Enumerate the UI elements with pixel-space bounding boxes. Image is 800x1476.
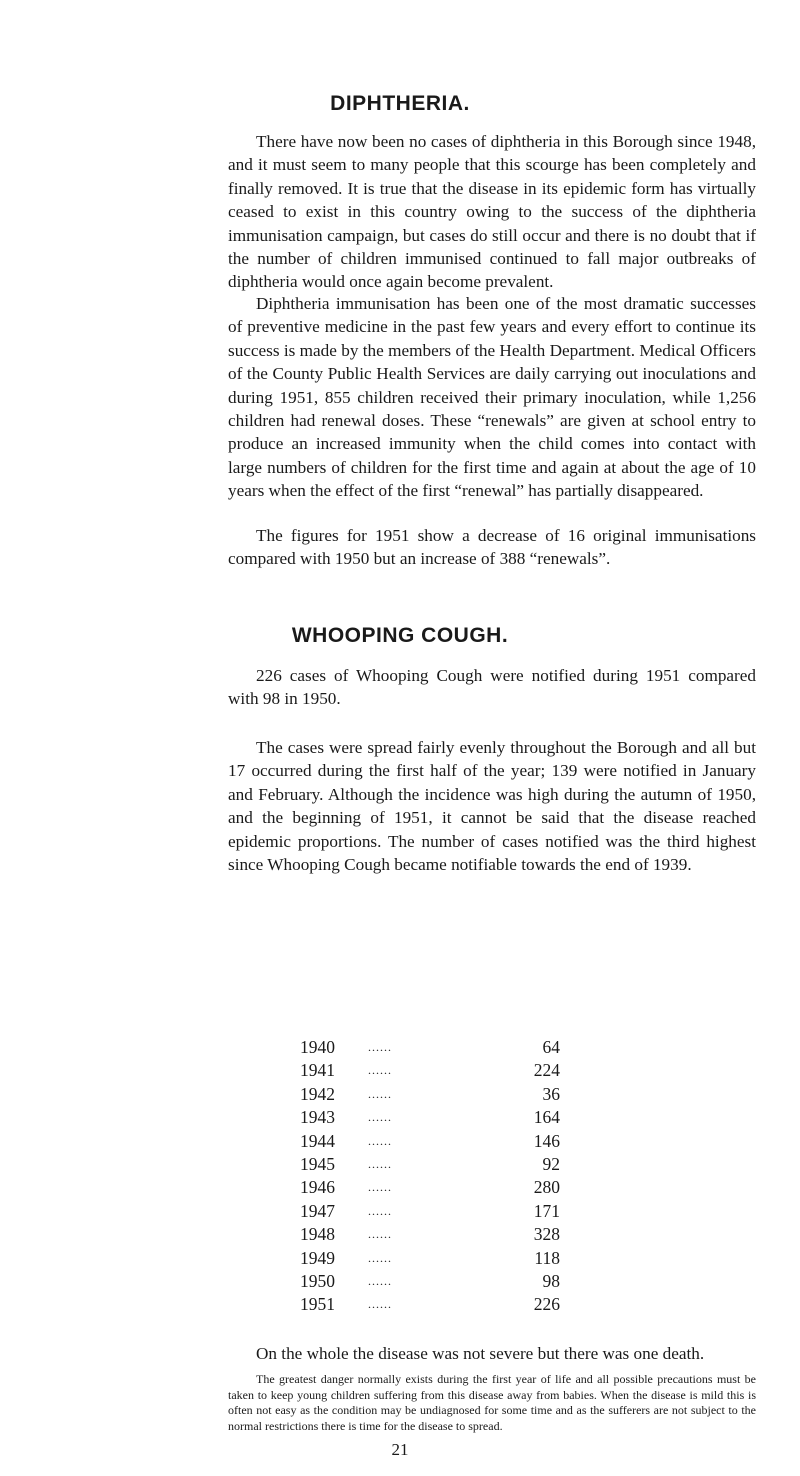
page-number: 21: [391, 1440, 409, 1459]
table-row: [300, 1036, 560, 1059]
table-row: [300, 1059, 560, 1082]
year-cell: 1946: [300, 1177, 335, 1198]
cases-cell: 64: [542, 1037, 560, 1057]
table-row: [300, 1106, 560, 1129]
dot-leader: ......: [368, 1110, 392, 1125]
dot-leader: ......: [368, 1133, 392, 1148]
dot-leader: ......: [368, 1180, 392, 1195]
table-row: [300, 1153, 560, 1176]
dot-leader: ......: [368, 1156, 392, 1171]
year-cell: 1951: [300, 1294, 335, 1315]
dot-leader: ......: [368, 1203, 392, 1218]
cases-cell: 164: [533, 1107, 560, 1128]
diphtheria-paragraph-2: Diphtheria immunisation has been one of the most dramatic successes of preventive medicine in the past few years and every effort to continue its success is made by the members of the Health Department. Medical Officers of the County Public Health Services are daily carrying out inoculations and during 1951, 855 children received their primary inoculation, while 1,256 children had renewal doses. These “renewals” are given at school entry to produce an increased immunity when the child comes into contact with large numbers of children for the first time and again at about the age of 10 years when the effect of the first “renewal” has partially disappeared.: [228, 294, 756, 501]
dot-leader: ......: [368, 1063, 392, 1078]
table-row: [300, 1270, 560, 1293]
cases-cell: 98: [542, 1270, 560, 1291]
table-row: [300, 1293, 560, 1316]
cases-cell: 171: [533, 1200, 560, 1221]
cases-cell: 36: [542, 1083, 560, 1104]
whooping-cough-heading: WHOOPING COUGH.: [291, 624, 509, 647]
cases-cell: 224: [533, 1060, 560, 1081]
table-row: [300, 1083, 560, 1106]
year-cell: 1948: [300, 1224, 335, 1245]
cases-cell: 146: [533, 1130, 560, 1151]
year-cell: 1947: [300, 1200, 335, 1221]
year-cell: 1942: [300, 1083, 335, 1104]
diphtheria-paragraph-3: The figures for 1951 show a decrease of 16 original immunisations compared with 1950 but an increase of 388 “renewals”.: [228, 526, 756, 569]
table-row: [300, 1130, 560, 1153]
year-cell: 1941: [300, 1060, 335, 1081]
dot-leader: ......: [368, 1297, 392, 1312]
whooping-cough-cases-table: [300, 1036, 560, 1317]
whooping-cough-paragraph-3: On the whole the disease was not severe but there was one death.: [256, 1344, 705, 1363]
year-cell: 1945: [300, 1153, 335, 1174]
table-row: [300, 1223, 560, 1246]
table-row: [300, 1176, 560, 1199]
table-row: [300, 1200, 560, 1223]
whooping-cough-paragraph-1: 226 cases of Whooping Cough were notified during 1951 compared with 98 in 1950.: [228, 666, 756, 709]
year-cell: 1944: [300, 1130, 335, 1151]
dot-leader: ......: [368, 1086, 392, 1101]
dot-leader: ......: [368, 1040, 392, 1054]
cases-cell: 280: [533, 1177, 560, 1198]
dot-leader: ......: [368, 1227, 392, 1242]
diphtheria-heading: DIPHTHERIA.: [330, 92, 470, 115]
dot-leader: ......: [368, 1250, 392, 1265]
cases-cell: 328: [533, 1224, 560, 1245]
year-cell: 1943: [300, 1107, 335, 1128]
whooping-cough-paragraph-4: The greatest danger normally exists during the first year of life and all possible precautions must be taken to keep young children suffering from this disease away from babies. When the disease is mild this is often not easy as the condition may be undiagnosed for some time and as the sufferers are not subject to the normal restrictions there is time for the disease to spread.: [228, 1372, 756, 1433]
table-row: [300, 1247, 560, 1270]
diphtheria-paragraph-1: There have now been no cases of diphtheria in this Borough since 1948, and it must seem to many people that this scourge has been completely and finally removed. It is true that the disease in its epidemic form has virtually ceased to exist in this country owing to the success of the diphtheria immunisation campaign, but cases do still occur and there is no doubt that if the number of children immunised continued to fall major outbreaks of diphtheria would once again become prevalent.: [228, 132, 756, 292]
year-cell: 1940: [300, 1037, 335, 1057]
cases-cell: 226: [533, 1294, 560, 1315]
cases-cell: 118: [534, 1247, 560, 1268]
whooping-cough-paragraph-2: The cases were spread fairly evenly throughout the Borough and all but 17 occurred during the first half of the year; 139 were notified in January and February. Although the incidence was high during the autumn of 1950, and the beginning of 1951, it cannot be said that the disease reached epidemic proportions. The number of cases notified was the third highest since Whooping Cough became notifiable towards the end of 1939.: [228, 738, 756, 875]
year-cell: 1949: [300, 1247, 335, 1268]
year-cell: 1950: [300, 1270, 335, 1291]
cases-cell: 92: [542, 1153, 560, 1174]
dot-leader: ......: [368, 1273, 392, 1288]
